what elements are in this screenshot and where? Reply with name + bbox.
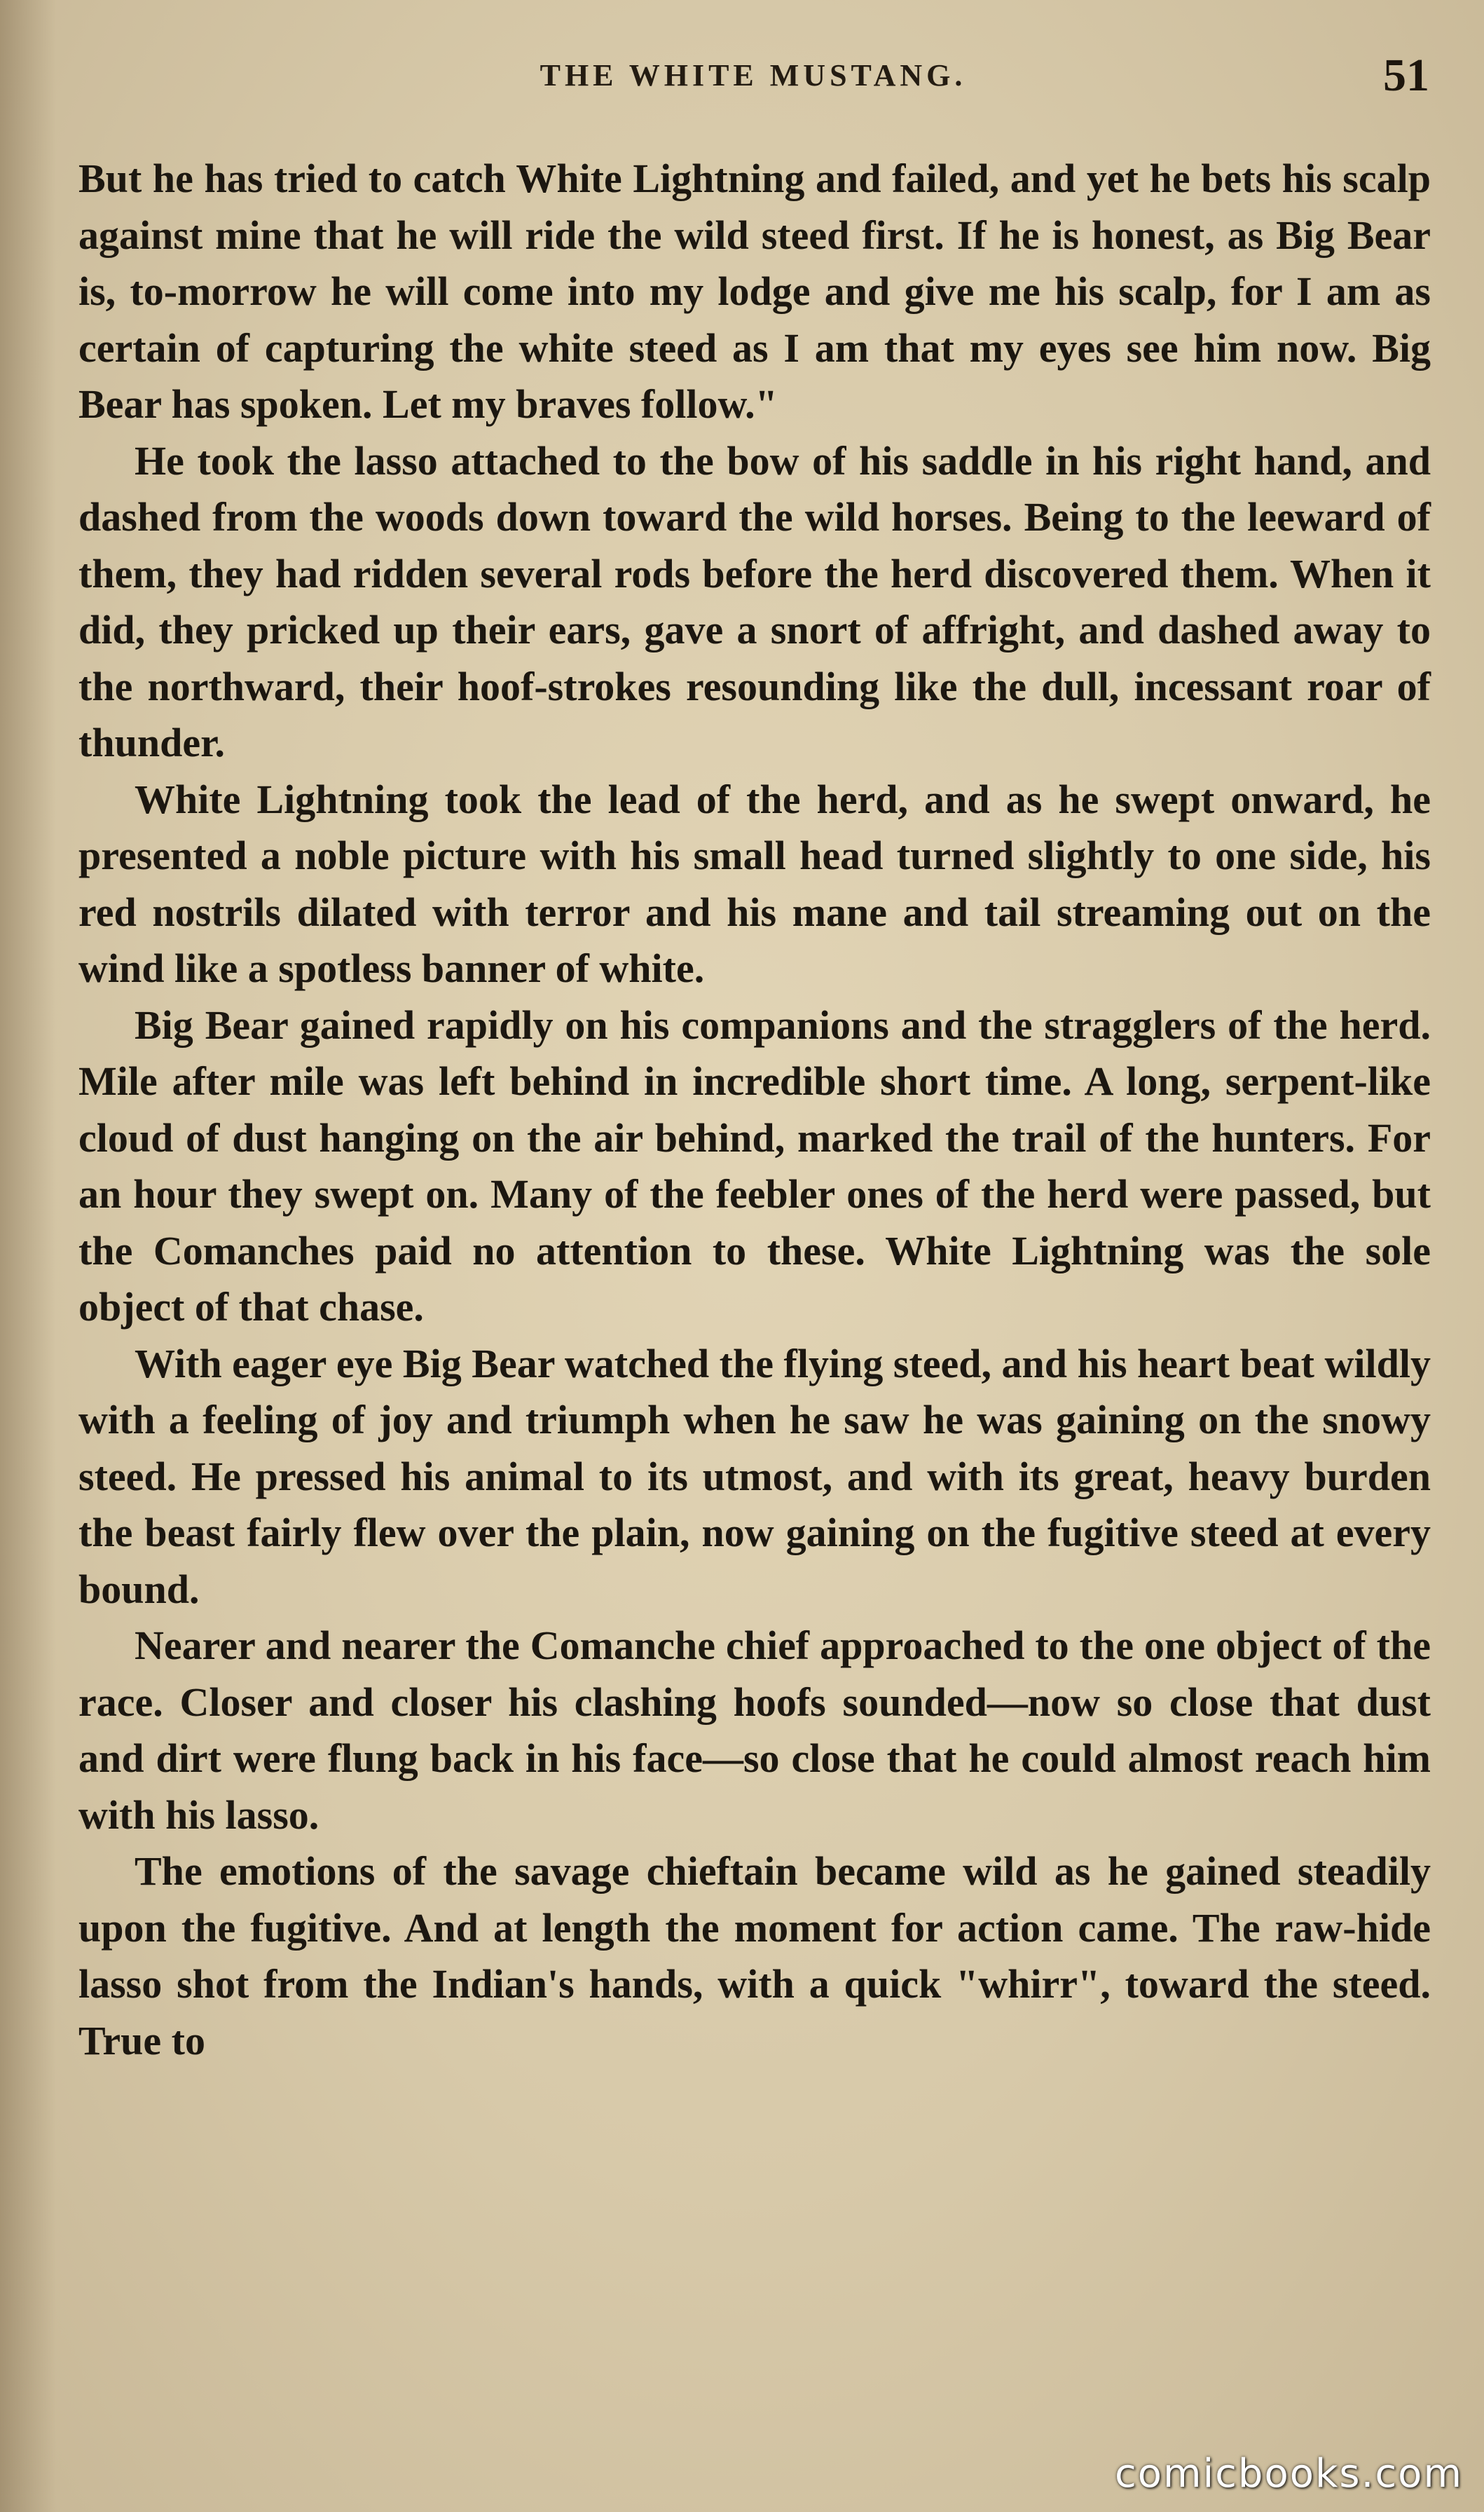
paragraph: With eager eye Big Bear watched the flying steed, and his heart beat wildly with a feeling of joy and triumph when he saw he was gaining on the snowy steed. He pressed his animal to its utmost, and with its great, heavy burden the beast fairly flew over the plain, now gaining on the fugitive steed at every bound. xyxy=(78,1340,1431,1612)
paragraph: Nearer and nearer the Comanche chief approached to the one object of the race. Closer and closer his clashing hoofs sounded—now so close that dust and dirt were flung back in his face—so close that he could almost reach him with his lasso. xyxy=(78,1623,1431,1838)
running-head xyxy=(77,49,1429,112)
paragraph: But he has tried to catch White Lightning and failed, and yet he bets his scalp against mine that he will ride the wild steed first. If he is honest, as Big Bear is, to-morrow he will come into my lodge and give me his scalp, for I am as certain of capturing the white steed as I am that my eyes see him now. Big Bear has spoken. Let my braves follow." xyxy=(78,156,1431,427)
paragraph: He took the lasso attached to the bow of his saddle in his right hand, and dashed from the woods down toward the wild horses. Being to the leeward of them, they had ridden several rods before the herd discovered them. When it did, they pricked up their ears, gave a snort of affright, and dashed away to the northward, their hoof-strokes resounding like the dull, incessant roar of thunder. xyxy=(78,437,1431,765)
paragraph: The emotions of the savage chieftain became wild as he gained steadily upon the fugitive. And at length the moment for action came. The raw-hide lasso shot from the Indian's hands, with a quick "whirr", toward the steed. True to xyxy=(78,1848,1431,2063)
page-number: 51 xyxy=(1383,50,1429,101)
paragraph: White Lightning took the lead of the herd, and as he swept onward, he presented a noble picture with his small head turned slightly to one side, his red nostrils dilated with terror and his mane and tail streaming out on the wind like a spotless banner of white. xyxy=(78,776,1431,991)
body-text xyxy=(78,151,1431,2069)
watermark: comicbooks.com xyxy=(1114,2451,1463,2497)
paragraph: Big Bear gained rapidly on his companions and the stragglers of the herd. Mile after mile was left behind in incredible short time. A long, serpent-like cloud of dust hanging on the air behind, marked the trail of the hunters. For an hour they swept on. Many of the feebler ones of the herd were passed, but the Comanches paid no attention to these. White Lightning was the sole object of that chase. xyxy=(78,1002,1431,1330)
page-gutter-shadow xyxy=(0,0,56,2512)
running-title: THE WHITE MUSTANG. xyxy=(540,58,967,93)
